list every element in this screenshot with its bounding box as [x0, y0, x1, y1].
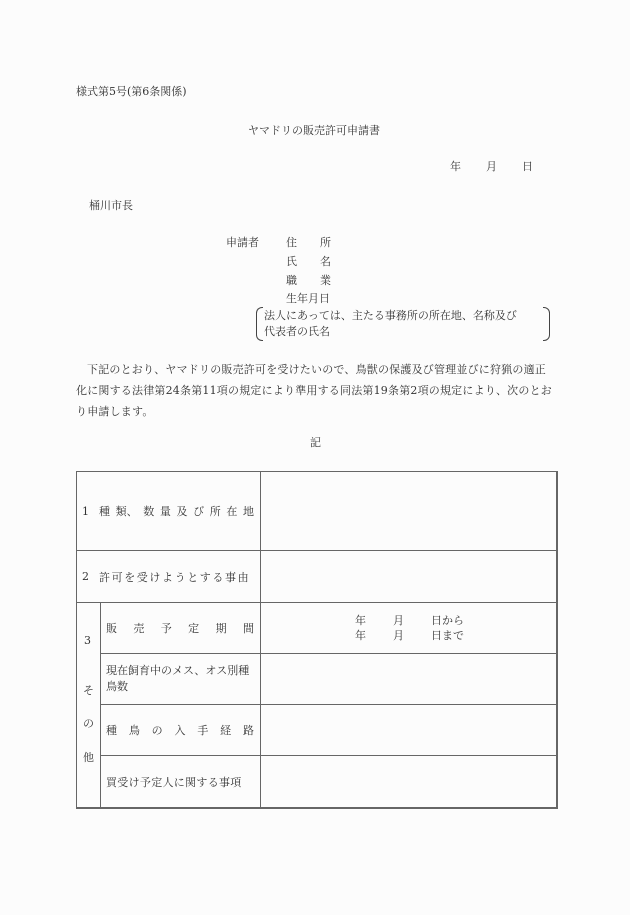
breeding-count-label: [106, 654, 256, 704]
row1-char: 数: [143, 505, 155, 518]
row1-text: [99, 503, 254, 519]
label-char: 鳥: [128, 724, 140, 737]
label-char: 間: [242, 622, 254, 635]
buyer-info-value[interactable]: [261, 756, 556, 807]
field-address-char1: 住: [286, 236, 297, 249]
table-border-right: [556, 471, 558, 809]
field-address-char2: 所: [320, 236, 331, 249]
label-char: 売: [133, 622, 145, 635]
buyer-info-label: [106, 756, 256, 807]
row1-char: 地: [243, 505, 254, 518]
period-to-day: 日まで: [431, 629, 464, 642]
acquisition-route-label: [106, 705, 254, 755]
label-char: 販: [106, 622, 117, 635]
note-line2: 代表者の氏名: [264, 325, 330, 338]
row2-label: [82, 551, 254, 602]
applicant-label: 申請者: [226, 236, 259, 249]
buyer-info-text: 買受け予定人に関する事項: [106, 775, 242, 789]
date-year: 年: [450, 160, 461, 173]
date-day: 日: [522, 160, 533, 173]
period-from-day: 日から: [431, 614, 464, 627]
section3-char: そ: [83, 684, 94, 697]
label-char: 経: [220, 724, 232, 737]
sales-period-label: [106, 603, 254, 653]
row1-char: び: [193, 505, 205, 518]
field-name-char1: 氏: [286, 255, 297, 268]
label-char: 手: [197, 724, 209, 737]
row2-number: 2: [82, 570, 89, 583]
corporate-note: [262, 307, 544, 339]
form-number: 様式第5号(第6条関係): [76, 85, 187, 98]
label-char: の: [151, 724, 163, 737]
document-title: ヤマドリの販売許可申請書: [248, 124, 380, 137]
label-char: 予: [160, 622, 172, 635]
field-occupation-char2: 業: [320, 274, 331, 287]
section3-char: の: [83, 717, 94, 730]
field-occupation-char1: 職: [286, 274, 297, 287]
label-char: 種: [106, 724, 117, 737]
breeding-count-value[interactable]: [261, 654, 556, 704]
section3-number: 3: [84, 634, 91, 647]
table-border-bottom: [76, 807, 557, 809]
breeding-count-text: 現在飼育中のメス、オス別種鳥数: [106, 664, 250, 693]
row2-value[interactable]: [261, 551, 556, 602]
section3-sub-divider: [100, 602, 101, 808]
row1-char: 在: [226, 505, 238, 518]
field-birthdate: 生年月日: [286, 292, 330, 305]
date-month: 月: [486, 160, 497, 173]
label-char: 期: [215, 622, 227, 635]
period-to-year: 年: [355, 629, 366, 642]
bracket-left: [256, 307, 263, 341]
row1-char: 類、: [115, 505, 138, 518]
ki-heading: 記: [310, 436, 321, 449]
label-char: 定: [188, 622, 200, 635]
row1-label: [82, 472, 254, 550]
row1-value[interactable]: [261, 472, 556, 550]
period-from-month: 月: [393, 614, 404, 627]
row1-char: 所: [209, 505, 221, 518]
period-to-month: 月: [393, 629, 404, 642]
row2-text: 許可を受けようとする事由: [99, 570, 251, 584]
note-line1: 法人にあっては、主たる事務所の所在地、名称及び: [264, 309, 517, 322]
field-name-char2: 名: [320, 255, 331, 268]
section3-char: 他: [83, 751, 94, 764]
bracket-right: [543, 307, 550, 341]
label-char: 路: [242, 724, 254, 737]
table-border-left: [76, 471, 77, 808]
row1-char: 量: [159, 505, 171, 518]
body-text: 下記のとおり、ヤマドリの販売許可を受けたいので、鳥獣の保護及び管理並びに狩猟の適正化に関する法律第24条第11項の規定により準用する同法第19条第2項の規定により、次のとおり申請します。: [76, 363, 552, 418]
addressee: 桶川市長: [89, 199, 133, 212]
period-from-year: 年: [355, 614, 366, 627]
row1-number: 1: [82, 504, 89, 518]
acquisition-route-value[interactable]: [261, 705, 556, 755]
row1-char: 種: [99, 505, 110, 518]
label-char: 入: [174, 724, 186, 737]
row1-char: 及: [176, 505, 188, 518]
